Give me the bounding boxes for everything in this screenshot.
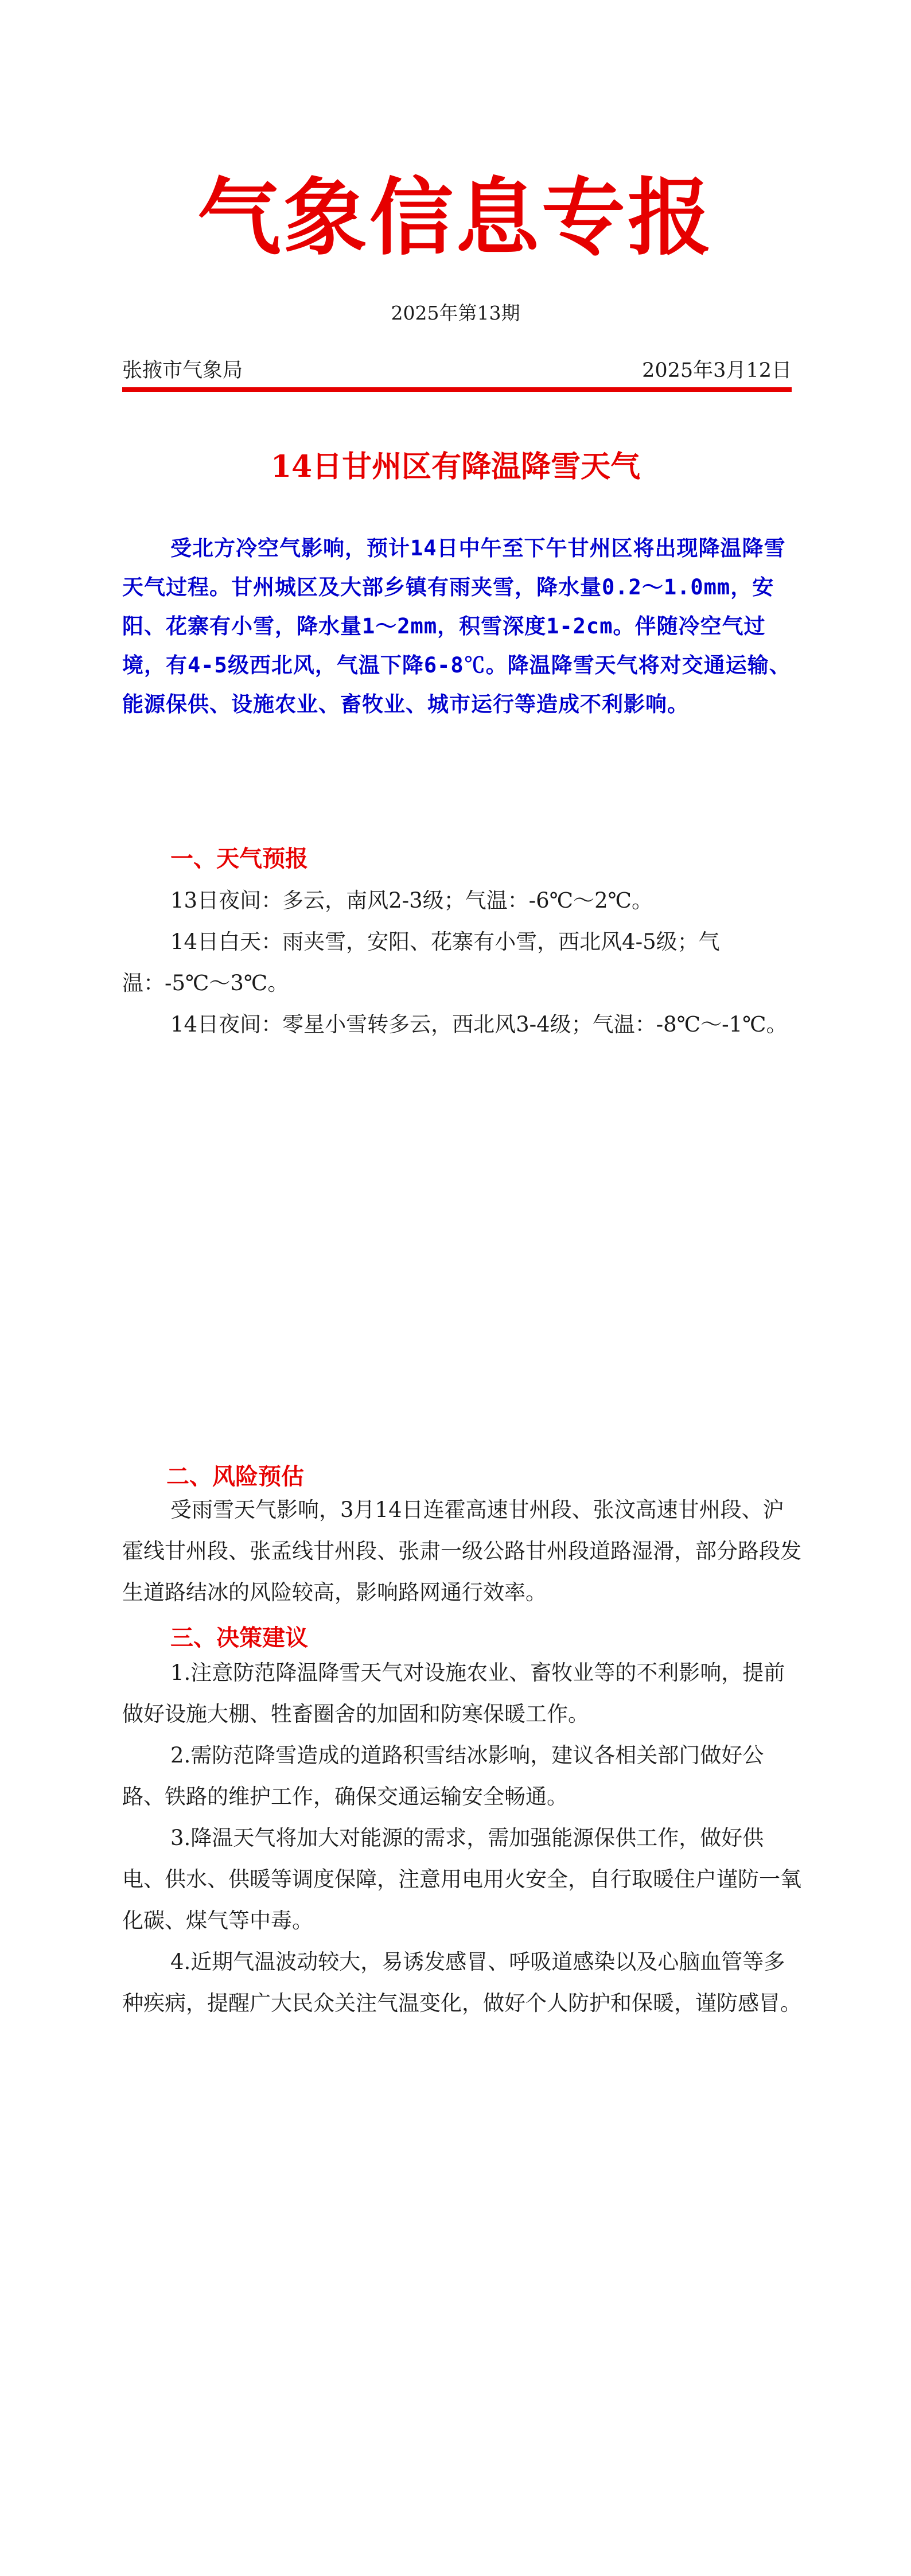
- advice-item: 3.降温天气将加大对能源的需求，需加强能源保供工作，做好供电、供水、供暖等调度保障，注意用电用火安全，自行取暖住户谨防一氧化碳、煤气等中毒。: [122, 1826, 801, 1933]
- section-title-forecast: 一、天气预报: [170, 846, 308, 872]
- advice-block: [122, 1652, 802, 2024]
- report-headline: 14日甘州区有降温降雪天气: [270, 449, 641, 484]
- advice-item: 4.近期气温波动较大，易诱发感冒、呼吸道感染以及心脑血管等多种疾病，提醒广大民众关注气温变化，做好个人防护和保暖，谨防感冒。: [122, 1949, 801, 2015]
- header-divider: [122, 387, 792, 392]
- issue-number: 2025年第13期: [391, 302, 520, 324]
- section-title-advice: 三、决策建议: [170, 1625, 308, 1651]
- masthead-title: 气象信息专报: [197, 169, 714, 267]
- forecast-block: [122, 880, 802, 1045]
- forecast-line: 14日夜间：零星小雪转多云，西北风3-4级；气温：-8℃～-1℃。: [170, 1012, 788, 1037]
- summary-paragraph: 受北方冷空气影响，预计14日中午至下午甘州区将出现降温降雪天气过程。甘州城区及大部乡镇有雨夹雪，降水量0.2～1.0mm，安阳、花寨有小雪，降水量1～2mm，积雪深度1-2cm。伴随冷空气过境，有4-5级西北风，气温下降6-8℃。降温降雪天气将对交通运输、能源保供、设施农业、畜牧业、城市运行等造成不利影响。: [122, 536, 791, 717]
- section-title-risk: 二、风险预估: [166, 1464, 304, 1490]
- issuing-organization: 张掖市气象局: [122, 359, 243, 382]
- risk-paragraph: 受雨雪天气影响，3月14日连霍高速甘州段、张汶高速甘州段、沪霍线甘州段、张孟线甘州段、张肃一级公路甘州段道路湿滑，部分路段发生道路结冰的风险较高，影响路网通行效率。: [122, 1497, 801, 1605]
- advice-item: 2.需防范降雪造成的道路积雪结冰影响，建议各相关部门做好公路、铁路的维护工作，确保交通运输安全畅通。: [122, 1743, 764, 1809]
- forecast-line: 13日夜间：多云，南风2-3级；气温：-6℃～2℃。: [170, 888, 653, 913]
- issue-date: 2025年3月12日: [642, 359, 792, 382]
- forecast-line: 14日白天：雨夹雪，安阳、花寨有小雪，西北风4-5级；气温：-5℃～3℃。: [122, 929, 720, 995]
- advice-item: 1.注意防范降温降雪天气对设施农业、畜牧业等的不利影响，提前做好设施大棚、牲畜圈舍的加固和防寒保暖工作。: [122, 1660, 785, 1726]
